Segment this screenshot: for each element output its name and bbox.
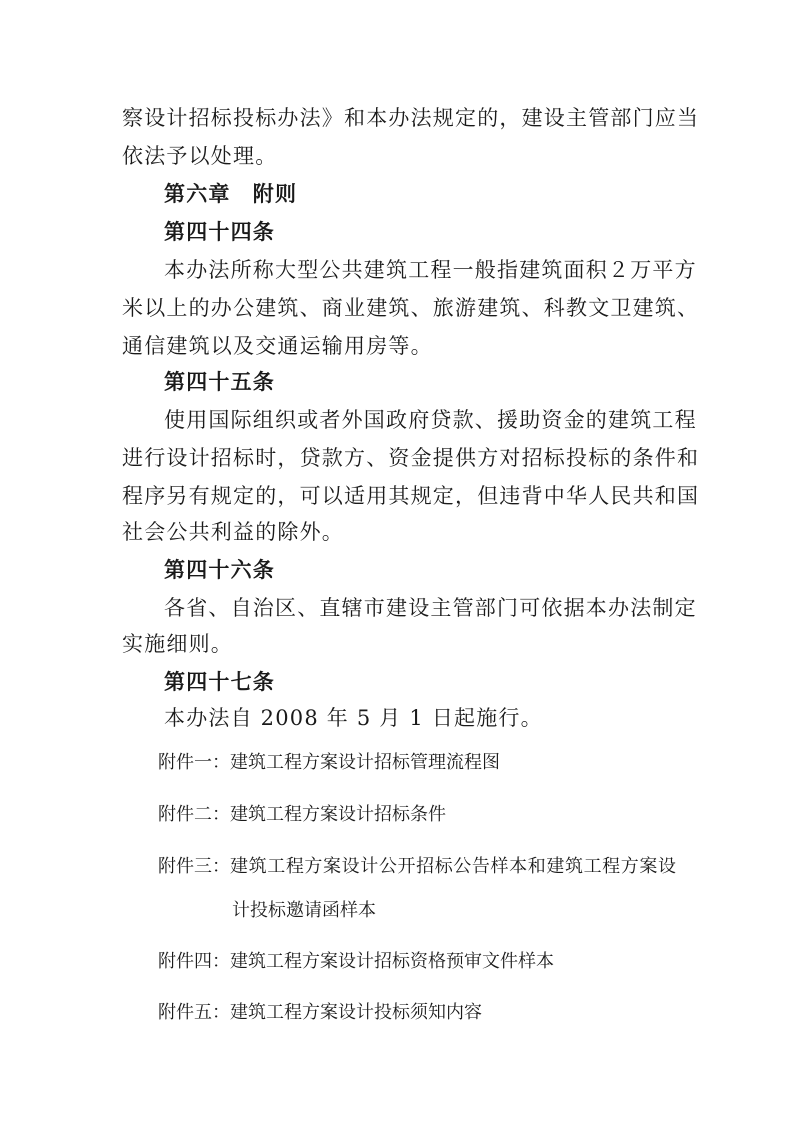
paragraph-line: 实施细则。 [122, 632, 233, 656]
attachment-label: 附件一： [158, 752, 230, 773]
attachment-item [158, 948, 554, 976]
article-heading-44: 第四十四条 [164, 219, 275, 244]
attachment-item [158, 999, 482, 1027]
attachment-label: 附件四： [158, 951, 230, 972]
attachment-item [158, 801, 446, 829]
attachment-label: 附件二： [158, 804, 230, 825]
attachment-title: 建筑工程方案设计招标资格预审文件样本 [230, 951, 554, 972]
attachment-title-continued: 计投标邀请函样本 [232, 900, 376, 921]
paragraph-line: 依法予以处理。 [122, 144, 278, 168]
attachment-title: 建筑工程方案设计公开招标公告样本和建筑工程方案设 [230, 856, 676, 877]
paragraph-line: 社会公共利益的除外。 [122, 520, 344, 544]
attachment-title: 建筑工程方案设计招标管理流程图 [230, 752, 500, 773]
paragraph-line: 程序另有规定的，可以适用其规定，但违背中华人民共和国 [122, 484, 700, 508]
paragraph-line: 本办法自 2008 年 5 月 1 日起施行。 [164, 706, 543, 730]
paragraph-line: 各省、自治区、直辖市建设主管部门可依据本办法制定 [164, 596, 697, 620]
attachment-item [158, 749, 500, 777]
paragraph-line: 使用国际组织或者外国政府贷款、援助资金的建筑工程 [164, 408, 697, 432]
attachment-title: 建筑工程方案设计招标条件 [230, 804, 446, 825]
paragraph-line: 本办法所称大型公共建筑工程一般指建筑面积２万平方 [164, 258, 697, 282]
article-heading-47: 第四十七条 [164, 669, 275, 694]
article-heading-46: 第四十六条 [164, 557, 275, 582]
article-heading-45: 第四十五条 [164, 369, 275, 394]
attachment-label: 附件三： [158, 856, 230, 877]
paragraph-line: 通信建筑以及交通运输用房等。 [122, 334, 433, 358]
attachment-item [158, 853, 676, 881]
attachment-label: 附件五： [158, 1002, 230, 1023]
chapter-heading: 第六章 附则 [164, 181, 298, 206]
paragraph-line: 米以上的办公建筑、商业建筑、旅游建筑、科教文卫建筑、 [122, 296, 700, 320]
paragraph-line: 进行设计招标时，贷款方、资金提供方对招标投标的条件和 [122, 446, 700, 470]
attachment-title: 建筑工程方案设计投标须知内容 [230, 1002, 482, 1023]
paragraph-line: 察设计招标投标办法》和本办法规定的，建设主管部门应当 [122, 106, 700, 130]
